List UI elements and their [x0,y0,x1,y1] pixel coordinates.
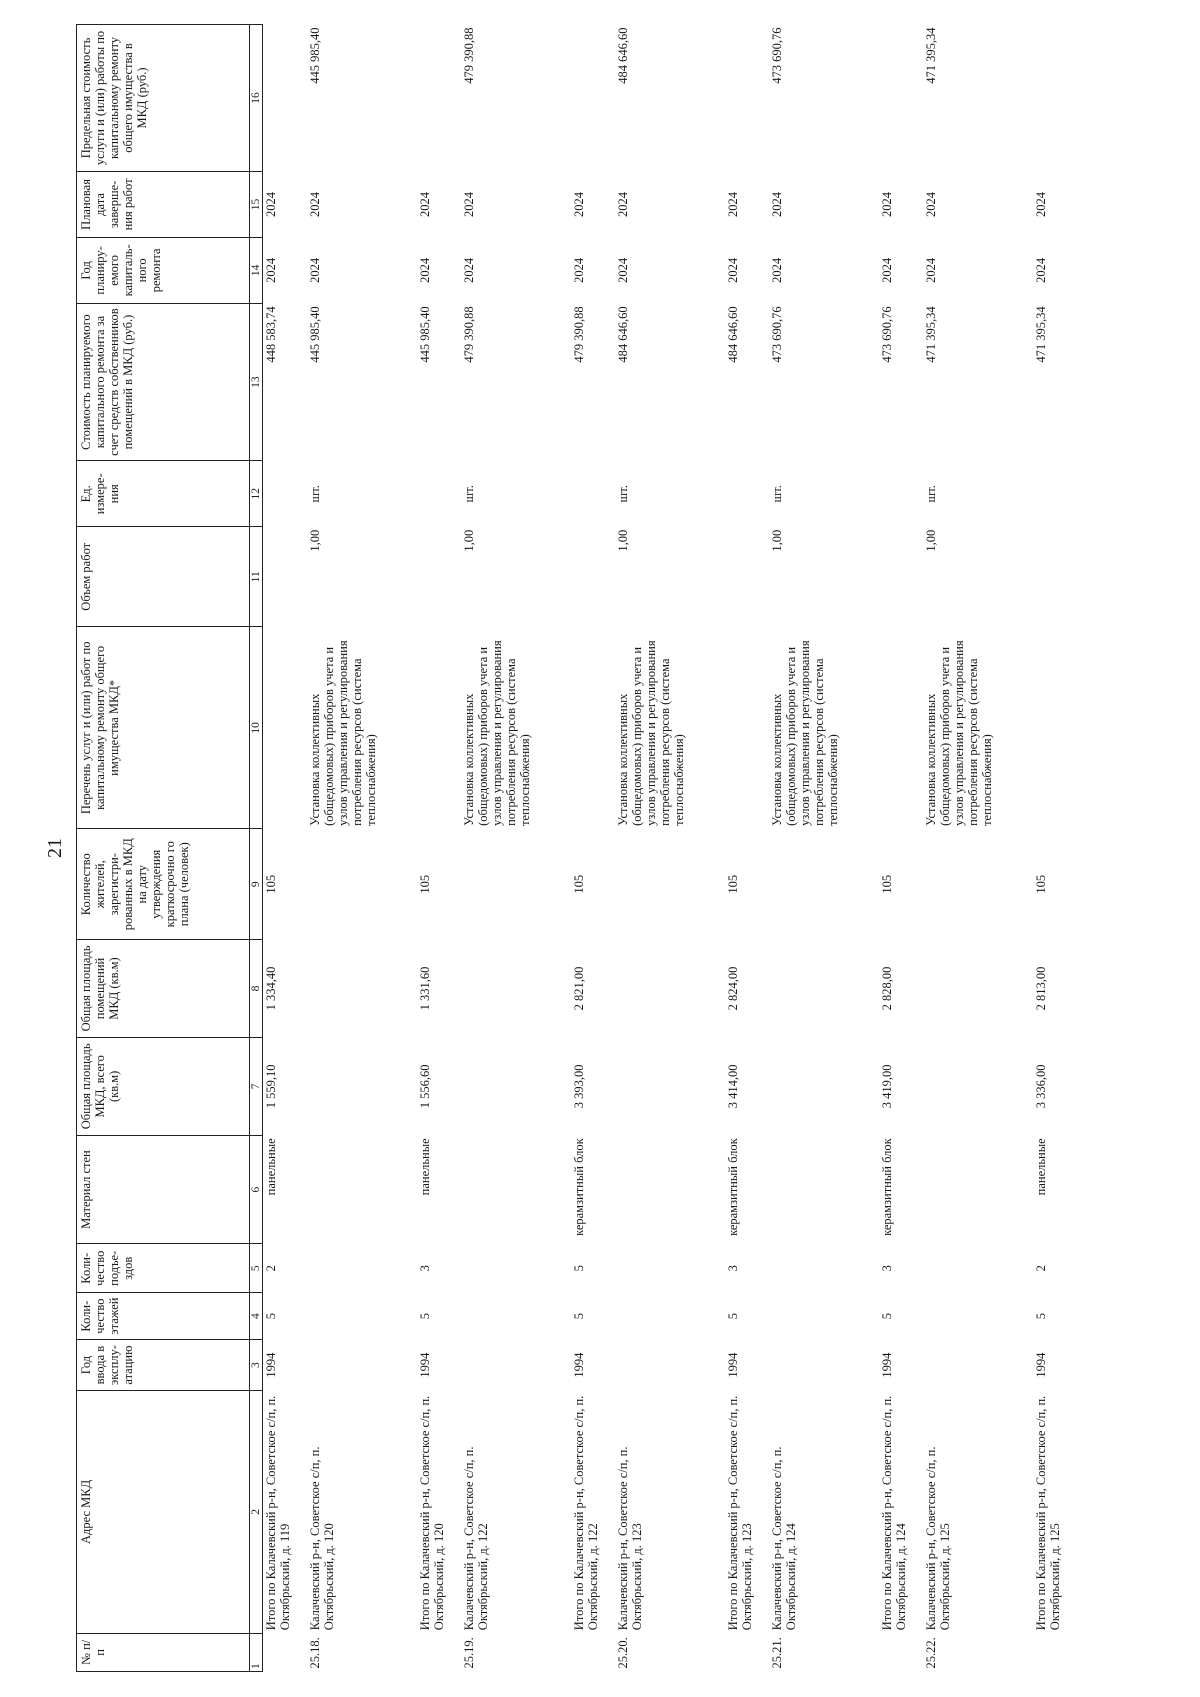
plan-year-cell: 2024 [770,257,784,283]
end-date-cell: 2024 [880,191,894,217]
total-area-cell [769,1037,879,1135]
total-area-cell [461,1037,571,1135]
address-cell: Итого по Калачевский р-н, Советское с/п, п. Октябрьский, д. 122 [572,1395,600,1631]
year-built-cell: 1994 [1034,1352,1048,1378]
year-built-cell: 1994 [726,1352,740,1378]
address-cell: Калачевский р-н, Советское с/п, п. Октябрьский, д. 120 [308,1446,336,1631]
volume-cell: 1,00 [924,529,938,552]
entrances-cell [461,1244,571,1293]
row-number [571,1633,615,1671]
plan-year-cell: 2024 [726,257,740,283]
premises-area-cell [307,940,417,1038]
volume-cell [263,527,308,627]
end-date-cell: 2024 [1034,191,1048,217]
floors-cell [461,1293,571,1340]
header-cell: Общая площадь помещений МКД (кв.м) [77,940,250,1038]
limit-cost-cell [417,25,461,172]
residents-cell [307,829,417,940]
column-number-row [250,25,263,1672]
total-area-cell: 1 559,10 [264,1064,278,1109]
floors-cell: 5 [1034,1313,1048,1320]
work-list-cell: Установка коллективных (общедомовых) приборов учета и узлов управления и регулирования потребления ресурсов (система теплоснабжения) [308,640,378,826]
volume-cell [725,527,769,627]
wall-material-cell: панельные [264,1138,278,1196]
limit-cost-cell: 445 985,40 [308,27,322,84]
repair-plan-table [76,24,1077,1672]
wall-material-cell [307,1135,417,1244]
table-row [615,25,725,1672]
wall-material-cell [615,1135,725,1244]
table-row [725,25,769,1672]
wall-material-cell: керамзитный блок [726,1138,740,1236]
floors-cell: 5 [880,1313,894,1320]
address-cell: Калачевский р-н, Советское с/п, п. Октябрьский, д. 124 [770,1446,798,1631]
work-list-cell: Установка коллективных (общедомовых) приборов учета и узлов управления и регулирования потребления ресурсов (система теплоснабжения) [924,640,994,826]
header-cell: Год ввода в эксплу-атацию [77,1340,250,1391]
entrances-cell [769,1244,879,1293]
year-built-cell: 1994 [880,1352,894,1378]
page-number: 21 [44,838,66,858]
header-cell: Предельная стоимость услуги и (или) работы по капитальному ремонту общего имущества в МКД (руб.) [77,25,250,172]
end-date-cell: 2024 [308,191,322,217]
header-cell: Стоимость планируемого капитального ремонта за счет средств собственников помещений в МКД (руб.) [77,303,250,460]
work-list-cell [1033,627,1077,829]
floors-cell [307,1293,417,1340]
address-cell: Итого по Калачевский р-н, Советское с/п, п. Октябрьский, д. 124 [880,1395,908,1631]
floors-cell [769,1293,879,1340]
header-cell: Адрес МКД [77,1391,250,1634]
address-cell: Калачевский р-н, Советское с/п, п. Октябрьский, д. 122 [462,1446,490,1631]
cost-cell: 473 690,76 [880,306,894,363]
year-built-cell: 1994 [418,1352,432,1378]
end-date-cell: 2024 [924,191,938,217]
column-number: 14 [250,237,263,303]
row-number: 25.18. [308,1637,322,1669]
table-row [923,25,1033,1672]
row-number [725,1633,769,1671]
column-number: 11 [250,527,263,627]
floors-cell: 5 [572,1313,586,1320]
table-row [307,25,417,1672]
end-date-cell: 2024 [462,191,476,217]
total-area-cell: 1 556,60 [418,1064,432,1109]
cost-cell: 445 985,40 [418,306,432,363]
wall-material-cell [923,1135,1033,1244]
plan-year-cell: 2024 [572,257,586,283]
residents-cell: 105 [418,874,432,894]
wall-material-cell: керамзитный блок [880,1138,894,1236]
header-cell: Плановая дата заверше-ния работ [77,171,250,237]
end-date-cell: 2024 [572,191,586,217]
entrances-cell: 3 [726,1265,740,1272]
plan-year-cell: 2024 [462,257,476,283]
address-cell: Итого по Калачевский р-н, Советское с/п, п. Октябрьский, д. 123 [726,1395,754,1631]
address-cell: Итого по Калачевский р-н, Советское с/п, п. Октябрьский, д. 125 [1034,1395,1062,1631]
volume-cell: 1,00 [616,529,630,552]
plan-year-cell: 2024 [1034,257,1048,283]
floors-cell [615,1293,725,1340]
unit-cell: шт. [462,485,476,503]
limit-cost-cell [879,25,923,172]
work-list-cell [417,627,461,829]
unit-cell [725,461,769,527]
entrances-cell: 3 [880,1265,894,1272]
table-body [263,25,1078,1672]
premises-area-cell: 2 828,00 [880,966,894,1011]
column-number: 15 [250,171,263,237]
end-date-cell: 2024 [726,191,740,217]
year-built-cell [615,1340,725,1391]
premises-area-cell [769,940,879,1038]
premises-area-cell [461,940,571,1038]
floors-cell: 5 [418,1313,432,1320]
limit-cost-cell [263,25,308,172]
year-built-cell: 1994 [264,1352,278,1378]
volume-cell: 1,00 [308,529,322,552]
residents-cell [923,829,1033,940]
total-area-cell [923,1037,1033,1135]
floors-cell: 5 [726,1313,740,1320]
volume-cell [879,527,923,627]
entrances-cell: 2 [1034,1265,1048,1272]
volume-cell [1033,527,1077,627]
premises-area-cell: 2 813,00 [1034,966,1048,1011]
unit-cell: шт. [616,485,630,503]
premises-area-cell: 2 824,00 [726,966,740,1011]
wall-material-cell: керамзитный блок [572,1138,586,1236]
premises-area-cell: 1 334,40 [264,966,278,1011]
end-date-cell: 2024 [770,191,784,217]
limit-cost-cell: 471 395,34 [924,27,938,84]
premises-area-cell [615,940,725,1038]
column-number: 4 [250,1293,263,1340]
floors-cell [923,1293,1033,1340]
header-cell: № п/п [77,1633,250,1671]
cost-cell: 479 390,88 [572,306,586,363]
total-area-cell: 3 419,00 [880,1064,894,1109]
header-cell: Ед. измере-ния [77,461,250,527]
entrances-cell [307,1244,417,1293]
end-date-cell: 2024 [264,191,278,217]
wall-material-cell: панельные [1034,1138,1048,1196]
limit-cost-cell [571,25,615,172]
entrances-cell [923,1244,1033,1293]
work-list-cell: Установка коллективных (общедомовых) приборов учета и узлов управления и регулирования потребления ресурсов (система теплоснабжения) [462,640,532,826]
cost-cell: 445 985,40 [308,306,322,363]
limit-cost-cell [1033,25,1077,172]
address-cell: Калачевский р-н, Советское с/п, п. Октябрьский, д. 125 [924,1446,952,1631]
total-area-cell: 3 336,00 [1034,1064,1048,1109]
plan-year-cell: 2024 [616,257,630,283]
premises-area-cell: 2 821,00 [572,966,586,1011]
volume-cell [571,527,615,627]
row-number [1033,1633,1077,1671]
entrances-cell: 5 [572,1265,586,1272]
work-list-cell [571,627,615,829]
residents-cell: 105 [880,874,894,894]
unit-cell [263,461,308,527]
header-cell: Коли-чество этажей [77,1293,250,1340]
table-row [879,25,923,1672]
column-number: 10 [250,627,263,829]
column-number: 7 [250,1037,263,1135]
floors-cell: 5 [264,1313,278,1320]
plan-year-cell: 2024 [880,257,894,283]
row-number [263,1633,308,1671]
row-number: 25.21. [770,1637,784,1669]
header-cell: Общая площадь МКД, всего (кв.м) [77,1037,250,1135]
year-built-cell: 1994 [572,1352,586,1378]
unit-cell: шт. [924,485,938,503]
table-row [571,25,615,1672]
cost-cell: 479 390,88 [462,306,476,363]
volume-cell: 1,00 [770,529,784,552]
wall-material-cell: панельные [418,1138,432,1196]
residents-cell: 105 [1034,874,1048,894]
work-list-cell: Установка коллективных (общедомовых) приборов учета и узлов управления и регулирования потребления ресурсов (система теплоснабжения) [616,640,686,826]
plan-year-cell: 2024 [418,257,432,283]
wall-material-cell [461,1135,571,1244]
unit-cell [571,461,615,527]
column-number: 3 [250,1340,263,1391]
unit-cell [879,461,923,527]
work-list-cell [725,627,769,829]
header-cell: Материал стен [77,1135,250,1244]
cost-cell: 484 646,60 [726,306,740,363]
column-number: 13 [250,303,263,460]
cost-cell: 473 690,76 [770,306,784,363]
total-area-cell [307,1037,417,1135]
header-cell: Год планиру-емого капиталь-ного ремонта [77,237,250,303]
column-number: 8 [250,940,263,1038]
limit-cost-cell: 473 690,76 [770,27,784,84]
column-number: 6 [250,1135,263,1244]
residents-cell [769,829,879,940]
total-area-cell: 3 414,00 [726,1064,740,1109]
row-number: 25.22. [924,1637,938,1669]
limit-cost-cell: 484 646,60 [616,27,630,84]
header-cell: Количество жителей, зарегистри-рованных в МКД на дату утверждения краткосрочно го плана (человек) [77,829,250,940]
column-number: 2 [250,1391,263,1634]
row-number [417,1633,461,1671]
column-number: 12 [250,461,263,527]
residents-cell [615,829,725,940]
limit-cost-cell: 479 390,88 [462,27,476,84]
residents-cell: 105 [572,874,586,894]
unit-cell: шт. [308,485,322,503]
year-built-cell [307,1340,417,1391]
table-row [263,25,308,1672]
table-row [1033,25,1077,1672]
column-number: 1 [250,1633,263,1671]
work-list-cell: Установка коллективных (общедомовых) приборов учета и узлов управления и регулирования потребления ресурсов (система теплоснабжения) [770,640,840,826]
table-row [769,25,879,1672]
volume-cell [417,527,461,627]
column-number: 9 [250,829,263,940]
entrances-cell [615,1244,725,1293]
premises-area-cell [923,940,1033,1038]
end-date-cell: 2024 [616,191,630,217]
header-row [77,25,250,1672]
row-number: 25.19. [462,1637,476,1669]
cost-cell: 471 395,34 [924,306,938,363]
header-cell: Объем работ [77,527,250,627]
column-number: 5 [250,1244,263,1293]
year-built-cell [769,1340,879,1391]
residents-cell [461,829,571,940]
limit-cost-cell [725,25,769,172]
volume-cell: 1,00 [462,529,476,552]
header-cell: Коли-чество подъе-здов [77,1244,250,1293]
premises-area-cell: 1 331,60 [418,966,432,1011]
column-number: 16 [250,25,263,172]
year-built-cell [461,1340,571,1391]
entrances-cell: 2 [264,1265,278,1272]
plan-year-cell: 2024 [924,257,938,283]
residents-cell: 105 [726,874,740,894]
total-area-cell: 3 393,00 [572,1064,586,1109]
address-cell: Калачевский р-н, Советское с/п, п. Октябрьский, д. 123 [616,1446,644,1631]
row-number: 25.20. [616,1637,630,1669]
cost-cell: 471 395,34 [1034,306,1048,363]
plan-year-cell: 2024 [264,257,278,283]
work-list-cell [263,627,308,829]
rotated-content [44,24,1168,1672]
wall-material-cell [769,1135,879,1244]
entrances-cell: 3 [418,1265,432,1272]
year-built-cell [923,1340,1033,1391]
work-list-cell [879,627,923,829]
plan-year-cell: 2024 [308,257,322,283]
total-area-cell [615,1037,725,1135]
address-cell: Итого по Калачевский р-н, Советское с/п, п. Октябрьский, д. 119 [264,1395,292,1631]
row-number [879,1633,923,1671]
cost-cell: 484 646,60 [616,306,630,363]
table-row [461,25,571,1672]
table-row [417,25,461,1672]
unit-cell [417,461,461,527]
unit-cell: шт. [770,485,784,503]
address-cell: Итого по Калачевский р-н, Советское с/п, п. Октябрьский, д. 120 [418,1395,446,1631]
unit-cell [1033,461,1077,527]
header-cell: Перечень услуг и (или) работ по капитальному ремонту общего имущества МКД* [77,627,250,829]
end-date-cell: 2024 [418,191,432,217]
residents-cell: 105 [264,874,278,894]
cost-cell: 448 583,74 [264,306,278,363]
